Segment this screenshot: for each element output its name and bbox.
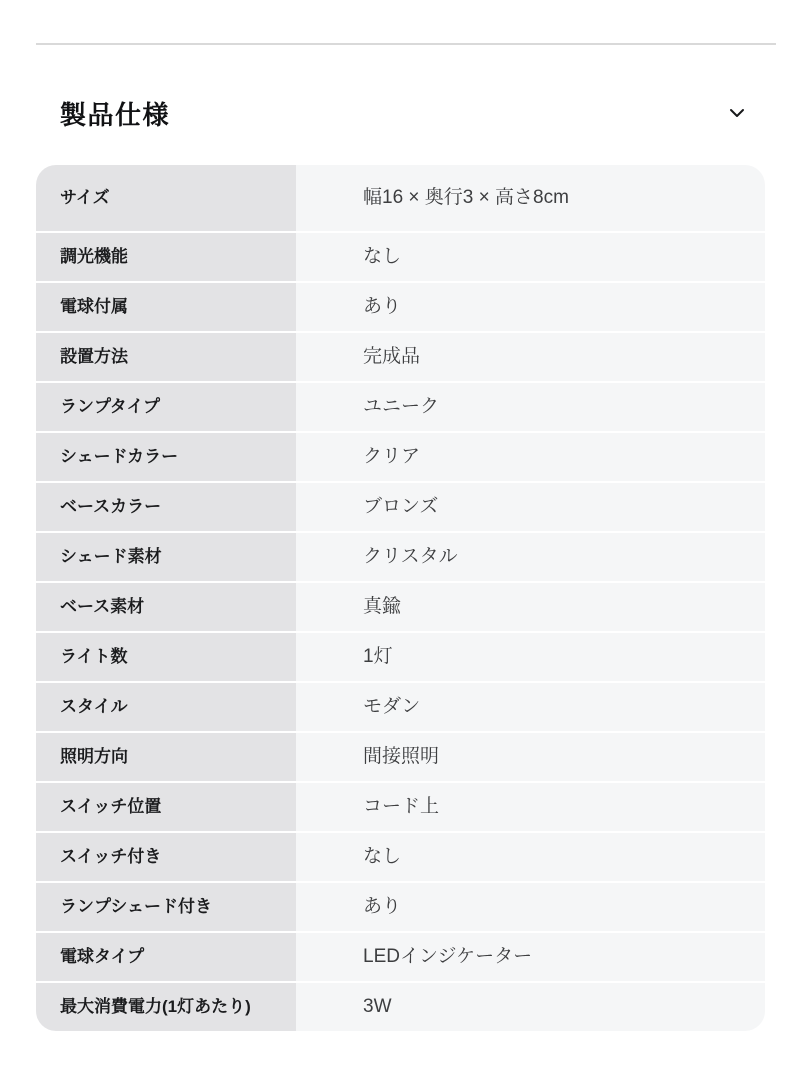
spec-label: 設置方法 xyxy=(36,333,296,381)
spec-value: 3W xyxy=(296,983,765,1031)
spec-value: なし xyxy=(296,833,765,881)
spec-value: クリア xyxy=(296,433,765,481)
spec-value: コード上 xyxy=(296,783,765,831)
spec-label: シェード素材 xyxy=(36,533,296,581)
spec-table-row xyxy=(36,231,765,281)
spec-label: ランプタイプ xyxy=(36,383,296,431)
spec-value: ブロンズ xyxy=(296,483,765,531)
spec-table-row xyxy=(36,781,765,831)
chevron-down-icon[interactable] xyxy=(726,102,748,124)
spec-table-row xyxy=(36,431,765,481)
spec-value: 完成品 xyxy=(296,333,765,381)
section-title: 製品仕様 xyxy=(60,100,171,130)
spec-table-row xyxy=(36,531,765,581)
spec-table-row xyxy=(36,831,765,881)
section-divider xyxy=(36,43,776,45)
spec-label: スイッチ付き xyxy=(36,833,296,881)
spec-value: なし xyxy=(296,233,765,281)
spec-label: 電球付属 xyxy=(36,283,296,331)
spec-value: 間接照明 xyxy=(296,733,765,781)
spec-value: 幅16 × 奥行3 × 高さ8cm xyxy=(296,165,765,231)
spec-value: 1灯 xyxy=(296,633,765,681)
spec-table-row xyxy=(36,381,765,431)
spec-label: 調光機能 xyxy=(36,233,296,281)
spec-table xyxy=(36,165,765,1031)
spec-table-row xyxy=(36,681,765,731)
spec-label: ベースカラー xyxy=(36,483,296,531)
spec-table-row xyxy=(36,331,765,381)
spec-label: 最大消費電力(1灯あたり) xyxy=(36,983,296,1031)
spec-value: モダン xyxy=(296,683,765,731)
spec-label: シェードカラー xyxy=(36,433,296,481)
spec-label: 電球タイプ xyxy=(36,933,296,981)
spec-table-row xyxy=(36,931,765,981)
spec-label: サイズ xyxy=(36,165,296,231)
spec-label: スイッチ位置 xyxy=(36,783,296,831)
spec-table-row xyxy=(36,731,765,781)
spec-value: ユニーク xyxy=(296,383,765,431)
spec-table-row xyxy=(36,481,765,531)
spec-value: クリスタル xyxy=(296,533,765,581)
spec-table-row xyxy=(36,281,765,331)
spec-table-row xyxy=(36,981,765,1031)
spec-value: 真鍮 xyxy=(296,583,765,631)
spec-label: 照明方向 xyxy=(36,733,296,781)
spec-section-header[interactable] xyxy=(60,100,754,131)
spec-label: ベース素材 xyxy=(36,583,296,631)
spec-table-row xyxy=(36,165,765,231)
spec-table-row xyxy=(36,881,765,931)
spec-value: あり xyxy=(296,283,765,331)
spec-value: あり xyxy=(296,883,765,931)
spec-label: ランプシェード付き xyxy=(36,883,296,931)
spec-value: LEDインジケーター xyxy=(296,933,765,981)
spec-label: ライト数 xyxy=(36,633,296,681)
spec-label: スタイル xyxy=(36,683,296,731)
spec-table-row xyxy=(36,631,765,681)
spec-table-row xyxy=(36,581,765,631)
